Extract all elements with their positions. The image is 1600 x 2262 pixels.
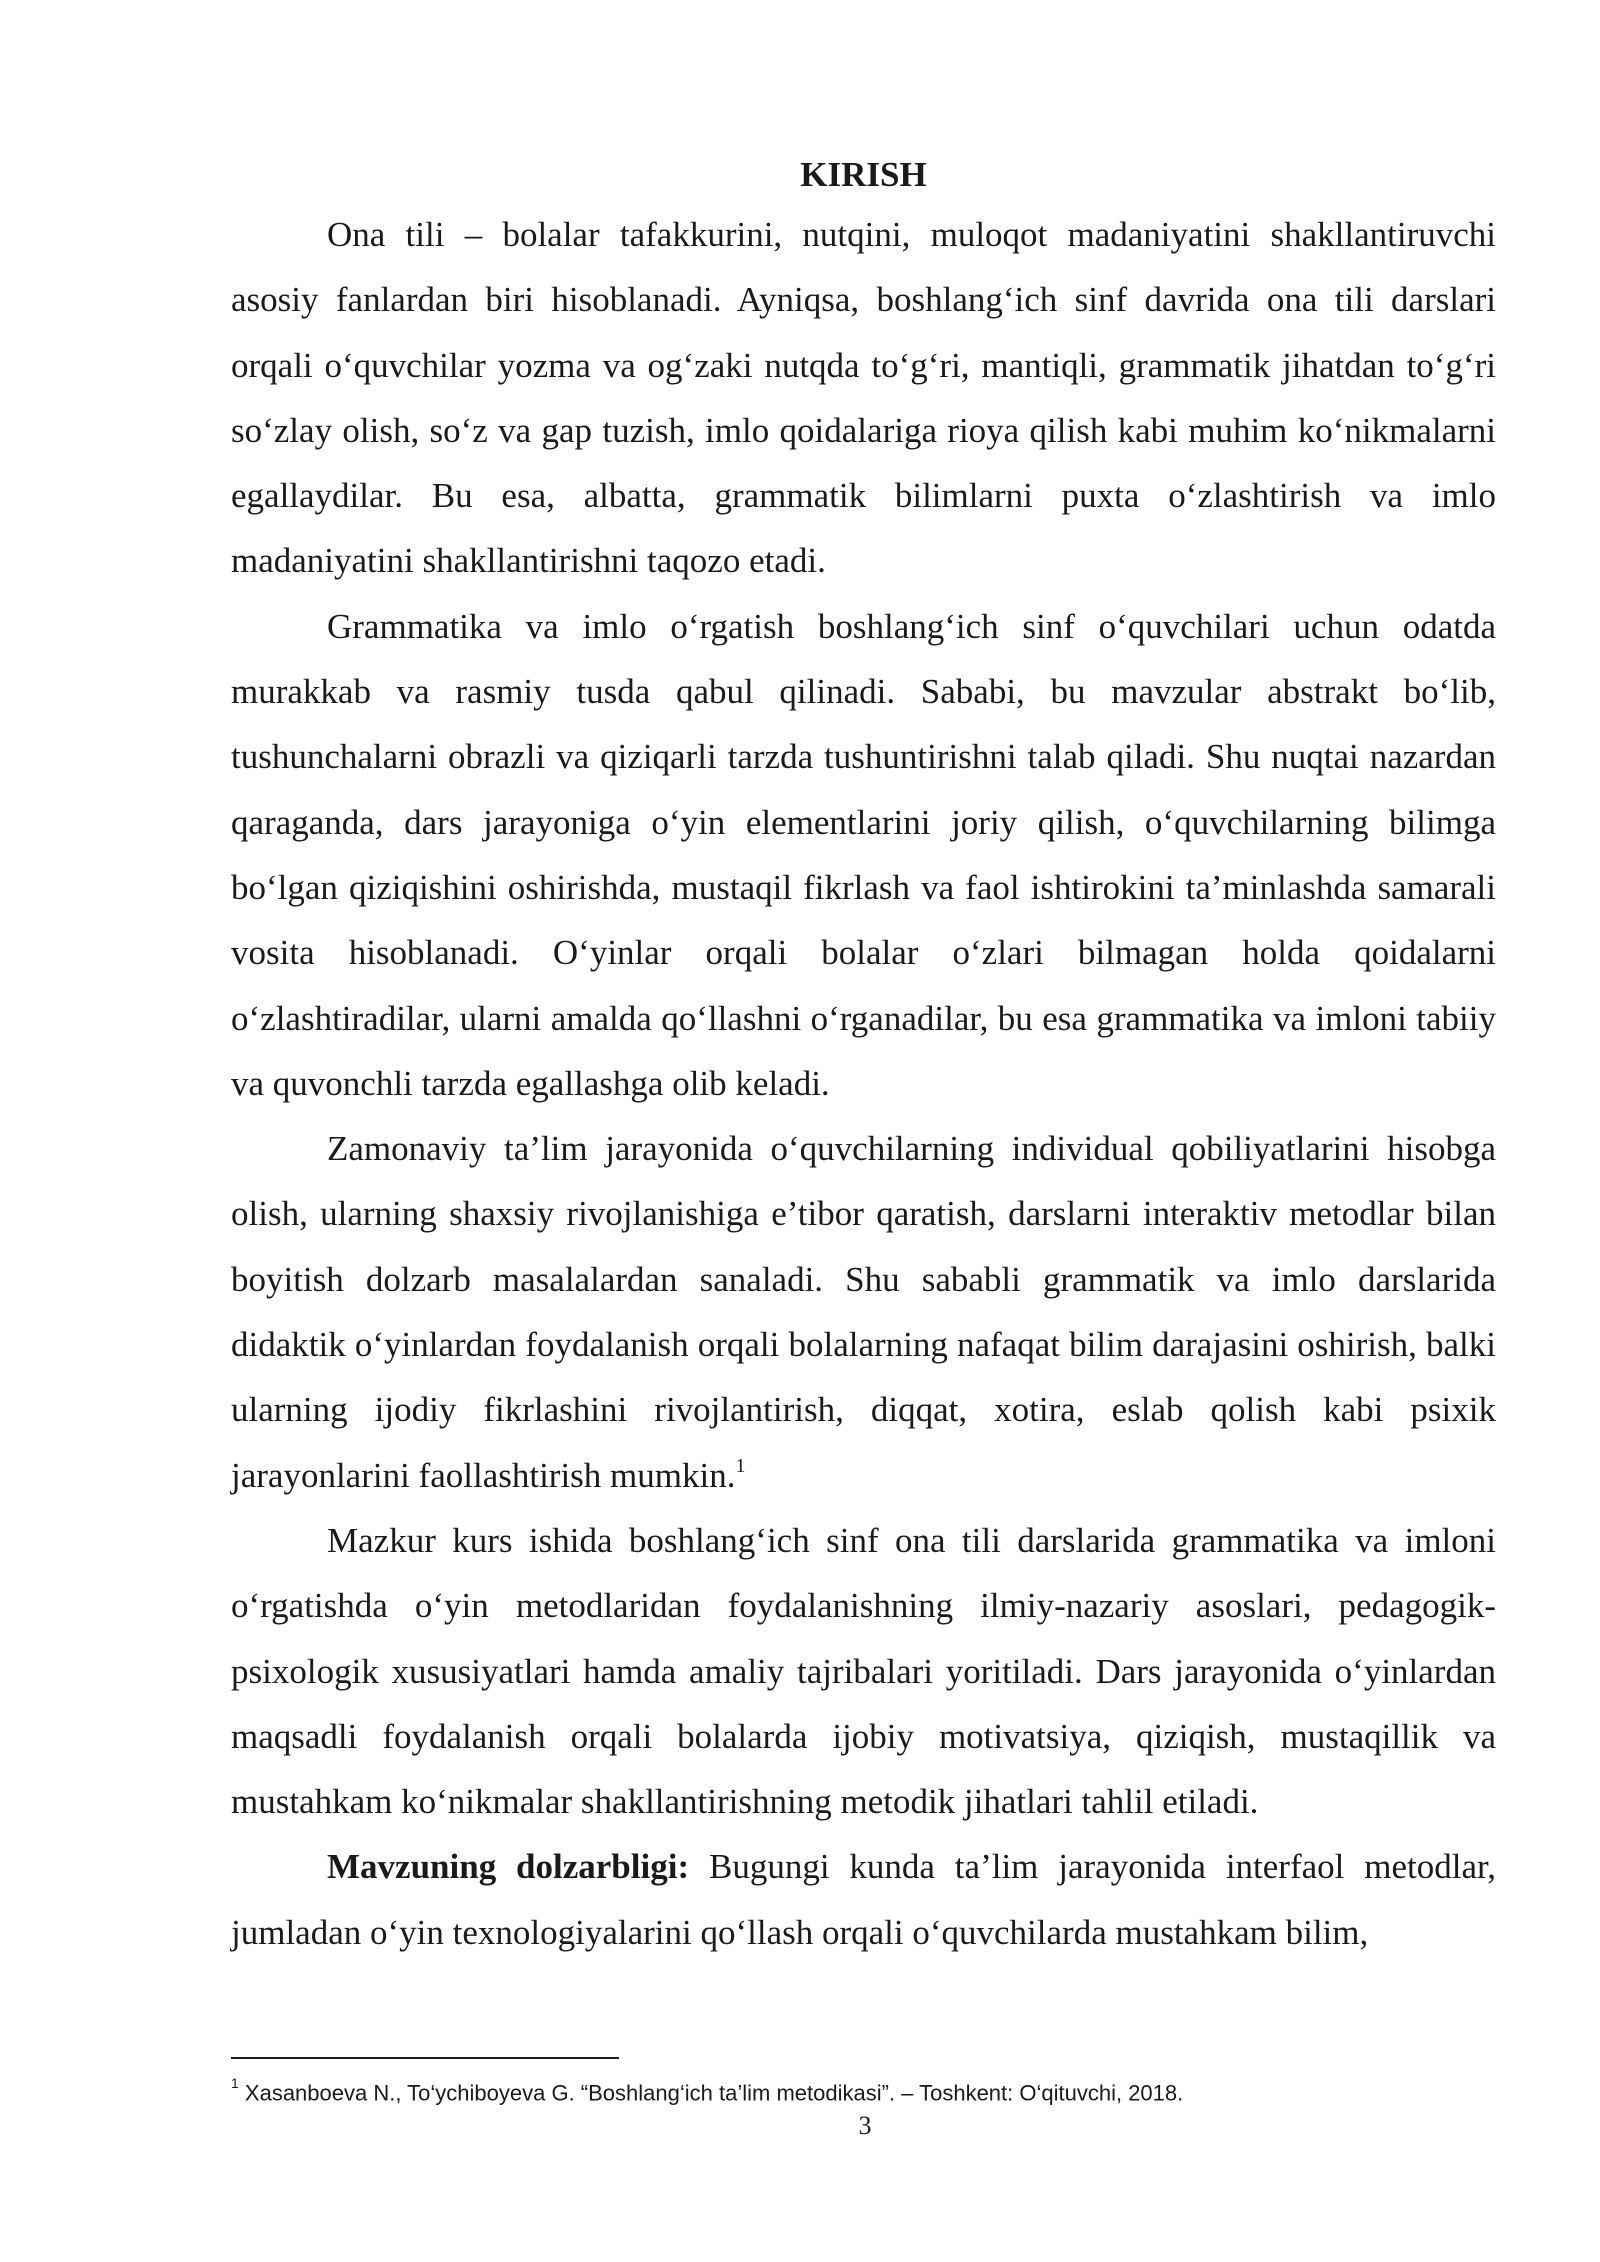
paragraph-relevance [231, 1834, 1496, 1965]
paragraph-3-text: Zamonaviy ta’lim jarayonida o‘quvchilarning individual qobiliyatlarini hisobga olish, ularning shaxsiy rivojlanishiga e’tibor qaratish, darslarni interaktiv metodlar bilan boyitish dolzarb masalalardan sanaladi. Shu sababli grammatik va imlo darslarida didaktik o‘yinlardan foydalanish orqali bolalarning nafaqat bilim darajasini oshirish, balki ularning ijodiy fikrlashini rivojlantirish, diqqat, xotira, eslab qolish kabi psixik jarayonlarini faollashtirish mumkin. [231, 1129, 1496, 1495]
relevance-text: Bugungi kunda ta’lim jarayonida interfaol metodlar, jumladan o‘yin texnologiyalarini qo‘llash orqali o‘quvchilarda mustahkam bilim, [231, 1847, 1496, 1952]
footnote-separator [231, 2057, 619, 2059]
footnote-reference[interactable]: 1 [735, 1454, 746, 1477]
paragraph-3 [231, 1116, 1496, 1508]
paragraph-1: Ona tili – bolalar tafakkurini, nutqini, muloqot madaniyatini shakllantiruvchi asosiy fanlardan biri hisoblanadi. Ayniqsa, boshlang‘ich sinf davrida ona tili darslari orqali o‘quvchilar yozma va og‘zaki nutqda to‘g‘ri, mantiqli, grammatik jihatdan to‘g‘ri so‘zlay olish, so‘z va gap tuzish, imlo qoidalariga rioya qilish kabi muhim ko‘nikmalarni egallaydilar. Bu esa, albatta, grammatik bilimlarni puxta o‘zlashtirish va imlo madaniyatini shakllantirishni taqozo etadi. [231, 215, 1496, 581]
relevance-heading: Mavzuning dolzarbligi: [327, 1847, 690, 1887]
footnote-text: Xasanboeva N., To‘ychiboyeva G. “Boshlang‘ich ta’lim metodikasi”. – Toshkent: O‘qituvchi, 2018. [238, 2080, 1184, 2106]
section-title: KIRISH [800, 155, 927, 194]
footnote-marker: 1 [231, 2075, 239, 2091]
paragraph-4: Mazkur kurs ishida boshlang‘ich sinf ona tili darslarida grammatika va imloni o‘rgatishda o‘yin metodlaridan foydalanishning ilmiy-nazariy asoslari, pedagogik-psixologik xususiyatlari hamda amaliy tajribalari yoritiladi. Dars jarayonida o‘yinlardan maqsadli foydalanish orqali bolalarda ijobiy motivatsiya, qiziqish, mustaqillik va mustahkam ko‘nikmalar shakllantirishning metodik jihatlari tahlil etiladi. [231, 1520, 1496, 1822]
page-number: 3 [858, 2111, 872, 2140]
paragraph-2: Grammatika va imlo o‘rgatish boshlang‘ich sinf o‘quvchilari uchun odatda murakkab va rasmiy tusda qabul qilinadi. Sababi, bu mavzular abstrakt bo‘lib, tushunchalarni obrazli va qiziqarli tarzda tushuntirishni talab qiladi. Shu nuqtai nazardan qaraganda, dars jarayoniga o‘yin elementlarini joriy qilish, o‘quvchilarning bilimga bo‘lgan qiziqishini oshirishda, mustaqil fikrlash va faol ishtirokini ta’minlashda samarali vosita hisoblanadi. O‘yinlar orqali bolalar o‘zlari bilmagan holda qoidalarni o‘zlashtiradilar, ularni amalda qo‘llashni o‘rganadilar, bu esa grammatika va imloni tabiiy va quvonchli tarzda egallashga olib keladi. [231, 606, 1496, 1103]
footnote [231, 2070, 1496, 2110]
